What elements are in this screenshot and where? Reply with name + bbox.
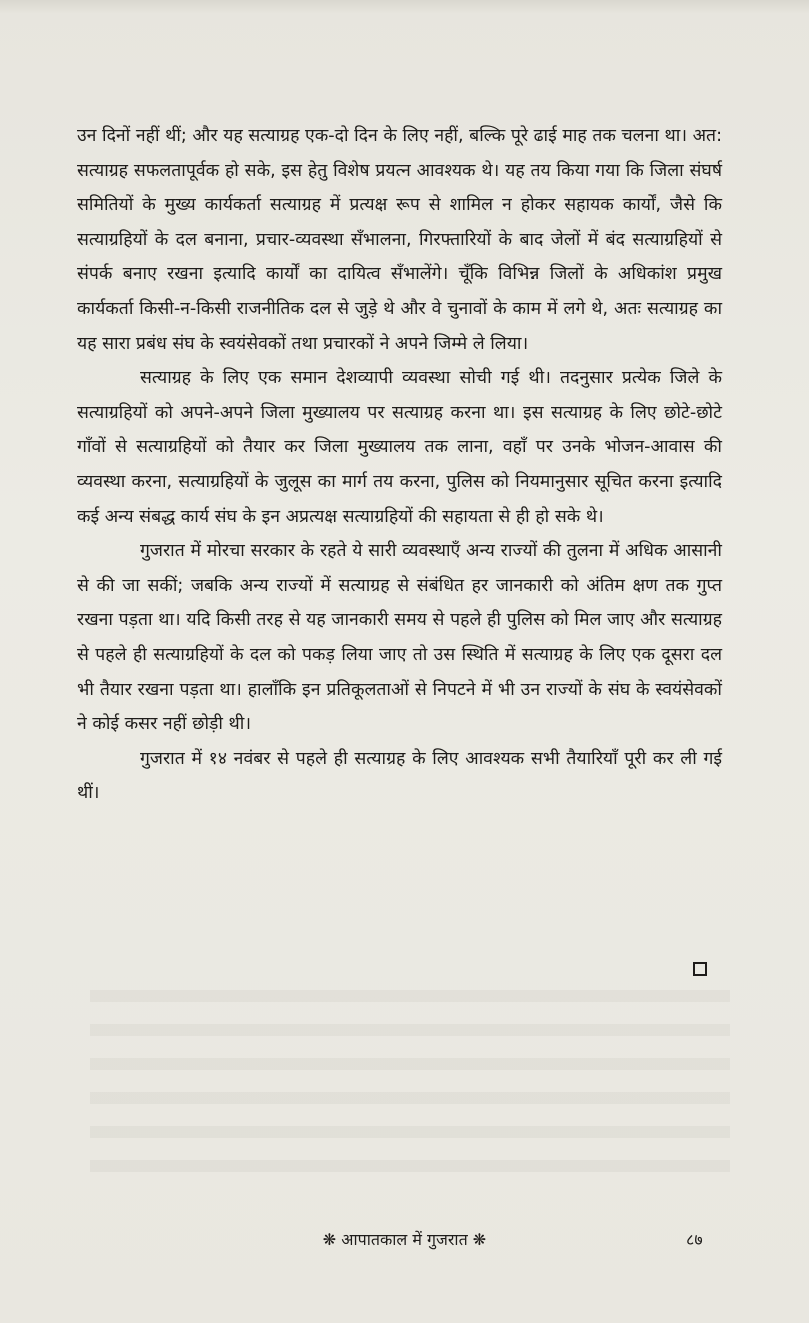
- chapter-end-square-icon: [693, 962, 707, 976]
- paragraph-3: गुजरात में मोरचा सरकार के रहते ये सारी व्यवस्थाएँ अन्य राज्यों की तुलना में अधिक आसानी से की जा सकीं; जबकि अन्य राज्यों में सत्याग्रह से संबंधित हर जानकारी को अंतिम क्षण तक गुप्त रखना पड़ता था। यदि किसी तरह से यह जानकारी समय से पहले ही पुलिस को मिल जाए और सत्याग्रह से पहले ही सत्याग्रहियों के दल को पकड़ लिया जाए तो उस स्थिति में सत्याग्रह के लिए एक दूसरा दल भी तैयार रखना पड़ता था। हालाँकि इन प्रतिकूलताओं से निपटने में भी उन राज्यों के संघ के स्वयंसेवकों ने कोई कसर नहीं छोड़ी थी।: [77, 541, 722, 735]
- body-text: [77, 119, 722, 811]
- page-footer: [0, 1224, 809, 1254]
- paragraph-4: गुजरात में १४ नवंबर से पहले ही सत्याग्रह के लिए आवश्यक सभी तैयारियाँ पूरी कर ली गई थीं।: [77, 748, 722, 804]
- running-footer-title: ❋ आपातकाल में गुजरात ❋: [322, 1230, 487, 1249]
- paragraph-2: सत्याग्रह के लिए एक समान देशव्यापी व्यवस्था सोची गई थी। तदनुसार प्रत्येक जिले के सत्याग्रहियों को अपने-अपने जिला मुख्यालय पर सत्याग्रह करना था। इस सत्याग्रह के लिए छोटे-छोटे गाँवों से सत्याग्रहियों को तैयार कर जिला मुख्यालय तक लाना, वहाँ पर उनके भोजन-आवास की व्यवस्था करना, सत्याग्रहियों के जुलूस का मार्ग तय करना, पुलिस को नियमानुसार सूचित करना इत्यादि कई अन्य संबद्ध कार्य संघ के इन अप्रत्यक्ष सत्याग्रहियों की सहायता से ही हो सके थे।: [77, 368, 722, 527]
- paragraph-1: उन दिनों नहीं थीं; और यह सत्याग्रह एक-दो दिन के लिए नहीं, बल्कि पूरे ढाई माह तक चलना था। अत: सत्याग्रह सफलतापूर्वक हो सके, इस हेतु विशेष प्रयत्न आवश्यक थे। यह तय किया गया कि जिला संघर्ष समितियों के मुख्य कार्यकर्ता सत्याग्रह में प्रत्यक्ष रूप से शामिल न होकर सहायक कार्यों, जैसे कि सत्याग्रहियों के दल बनाना, प्रचार-व्यवस्था सँभालना, गिरफ्तारियों के बाद जेलों में बंद सत्याग्रहियों से संपर्क बनाए रखना इत्यादि कार्यों का दायित्व सँभालेंगे। चूँकि विभिन्न जिलों के अधिकांश प्रमुख कार्यकर्ता किसी-न-किसी राजनीतिक दल से जुड़े थे और वे चुनावों के काम में लगे थे, अतः सत्याग्रह का यह सारा प्रबंध संघ के स्वयंसेवकों तथा प्रचारकों ने अपने जिम्मे ले लिया।: [77, 126, 722, 354]
- page-top-edge: [0, 0, 809, 14]
- page-number: ८७: [686, 1230, 703, 1249]
- show-through-text: [90, 990, 730, 1180]
